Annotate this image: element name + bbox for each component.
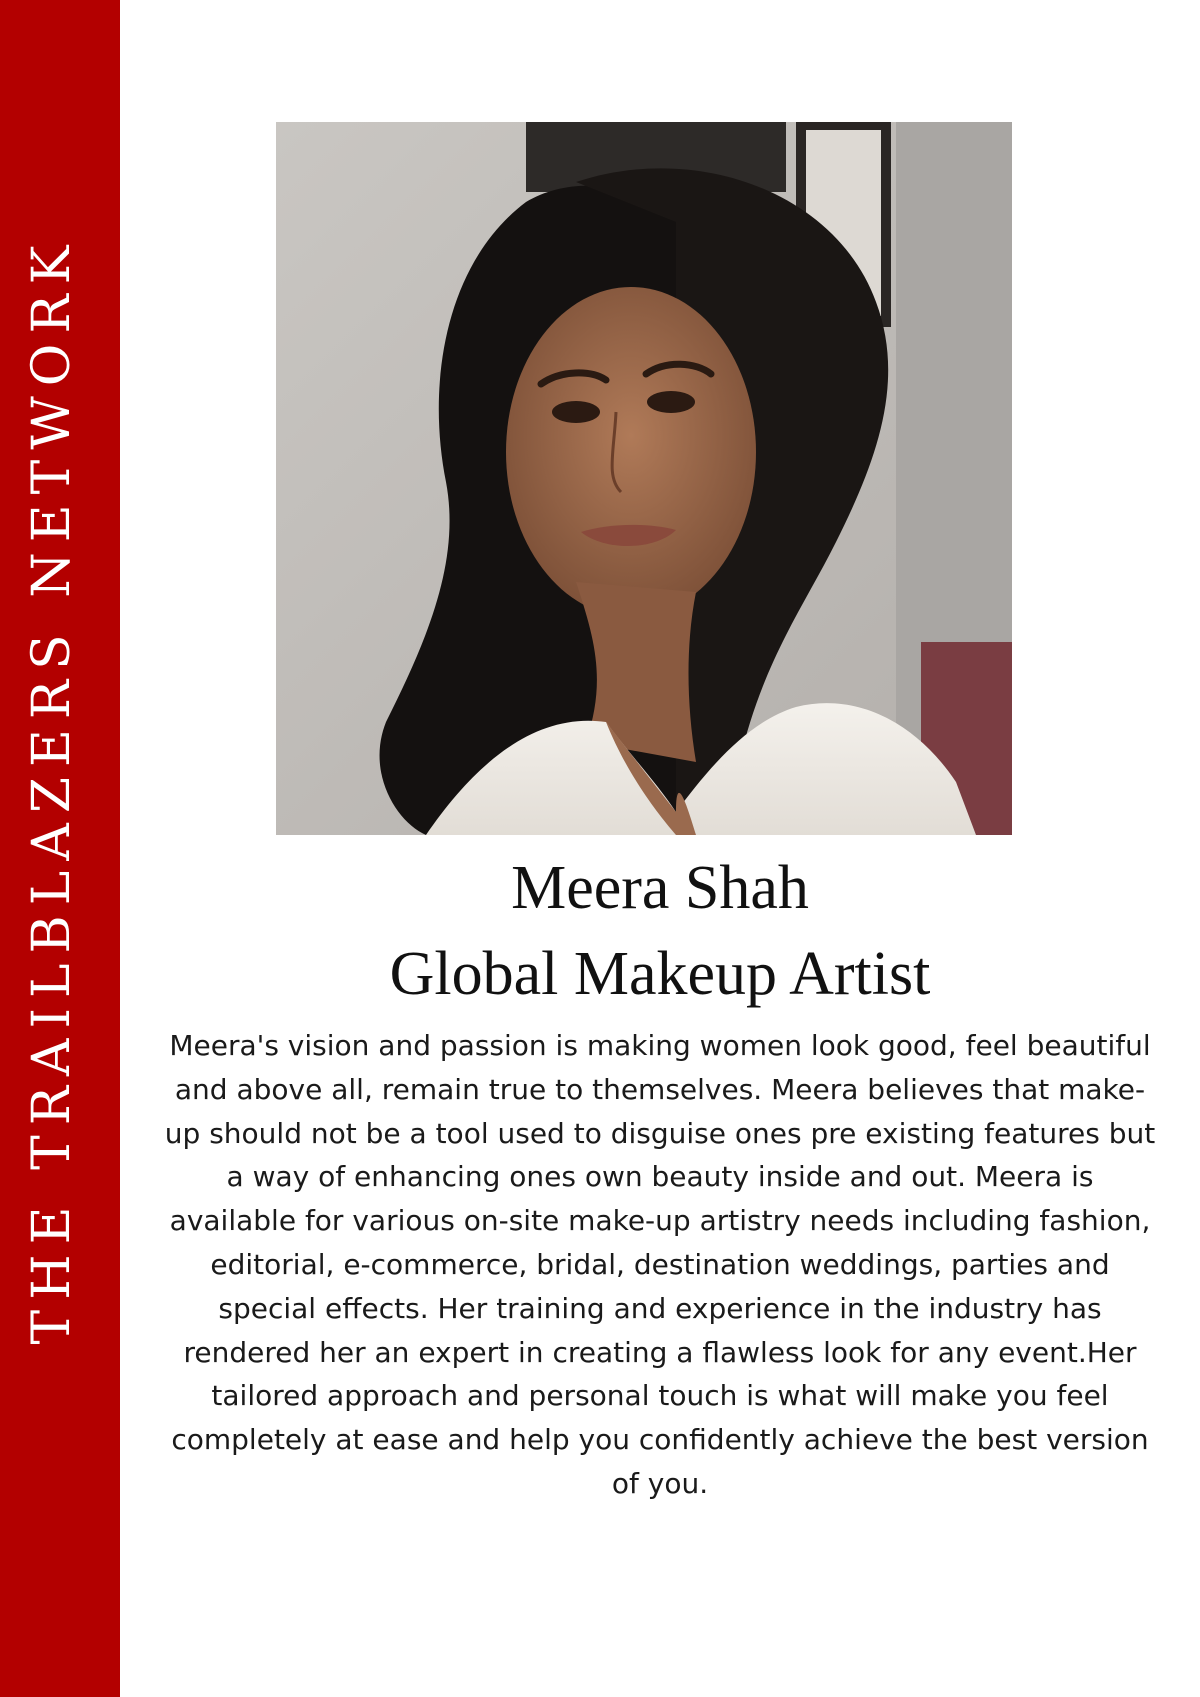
profile-role: Global Makeup Artist bbox=[389, 940, 931, 1008]
portrait-photo bbox=[276, 122, 1012, 835]
profile-bio: Meera's vision and passion is making women look good, feel beautiful and above all, remain true to themselves. Meera believes that make-up should not be a tool used to disguise ones pre existing features but a way of enhancing ones own beauty inside and out. Meera is available for various on-site make-up artistry needs including fashion, editorial, e-commerce, bridal, destination weddings, parties and special effects. Her training and experience in the industry has rendered her an expert in creating a flawless look for any event.Her tailored approach and personal touch is what will make you feel completely at ease and help you confidently achieve the best version of you. bbox=[164, 1029, 1156, 1500]
sidebar-title: THE TRAILBLAZERS NETWORK bbox=[22, 235, 82, 1345]
sidebar-band bbox=[0, 0, 120, 1697]
profile-name: Meera Shah bbox=[511, 854, 809, 922]
